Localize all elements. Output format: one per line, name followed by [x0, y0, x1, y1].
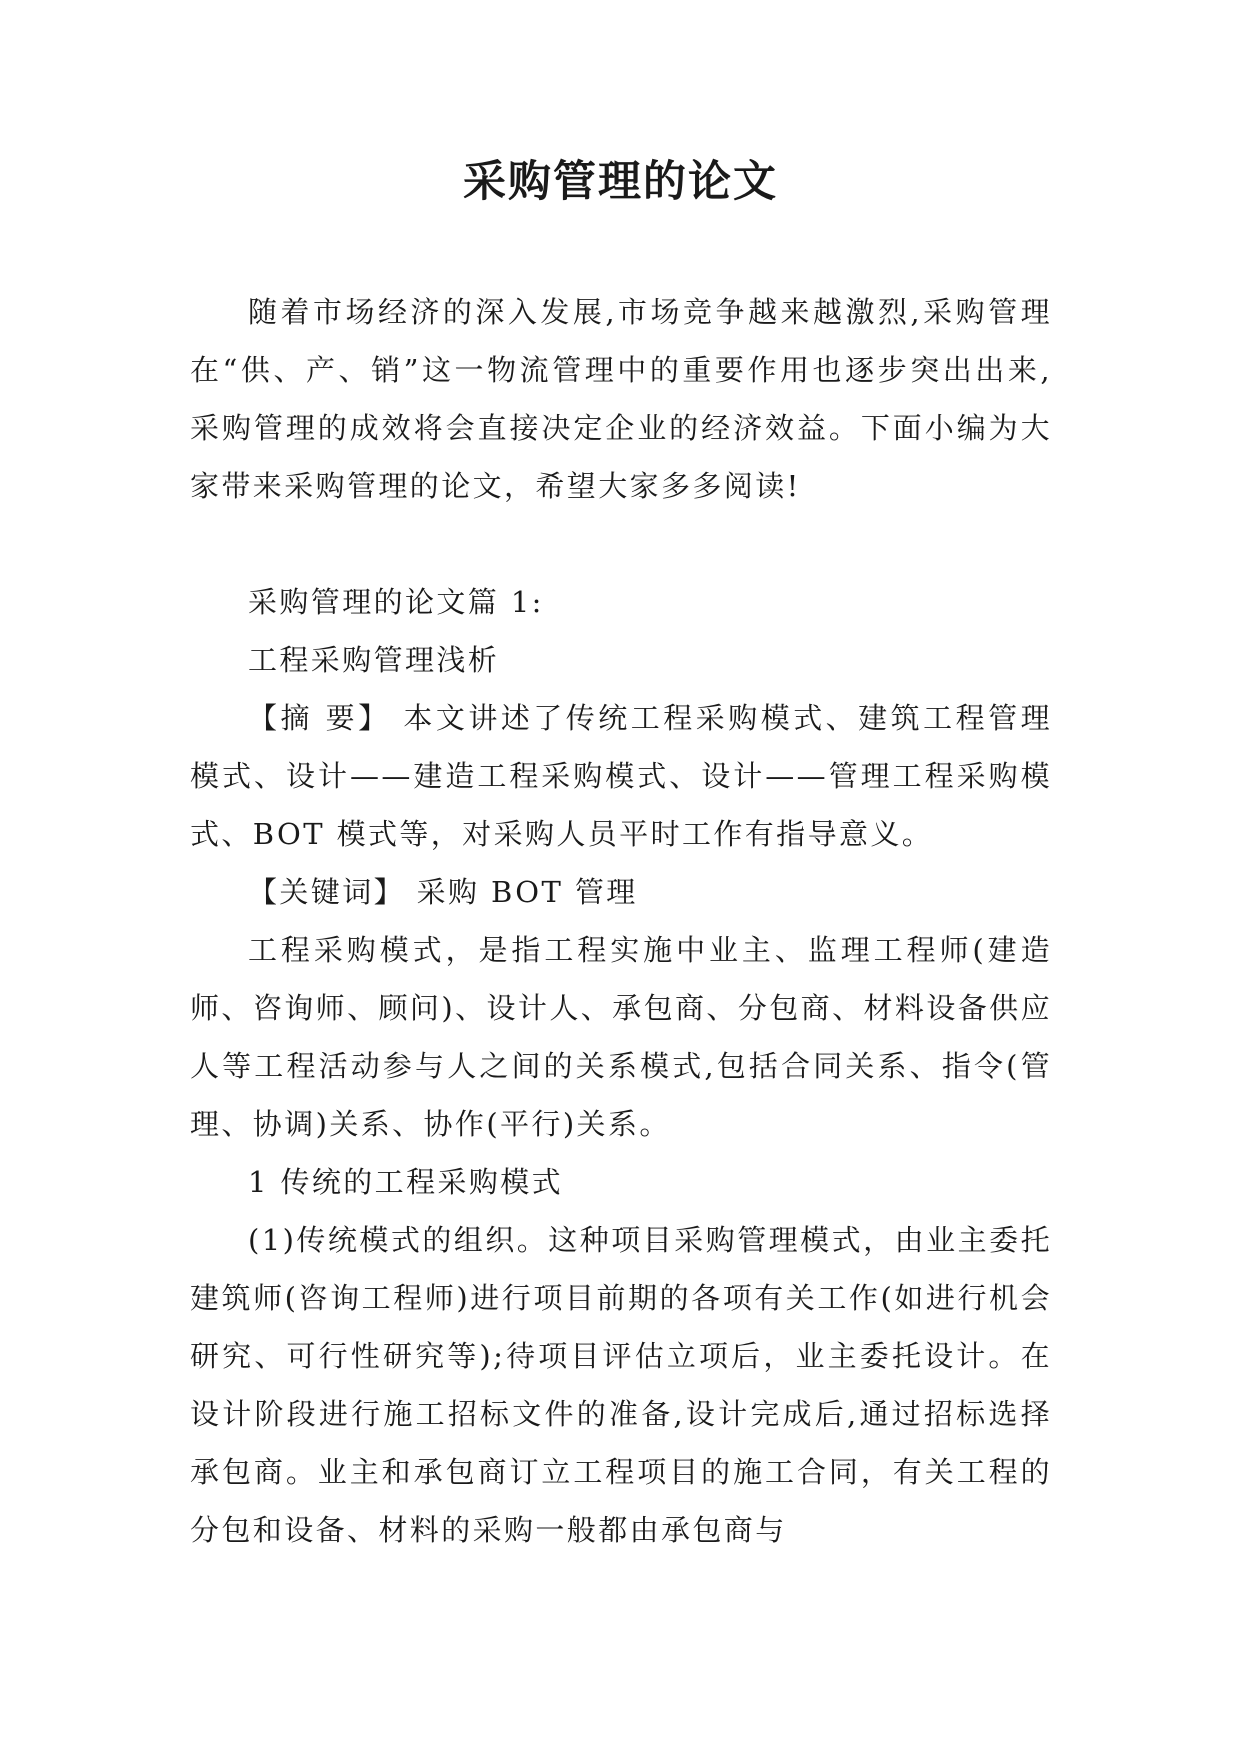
document-body [190, 283, 1052, 1559]
document-title: 采购管理的论文 [463, 157, 778, 207]
abstract-paragraph: 【摘 要】 本文讲述了传统工程采购模式、建筑工程管理模式、设计——建造工程采购模式、设计——管理工程采购模式、BOT 模式等，对采购人员平时工作有指导意义。 [190, 701, 1052, 851]
body-paragraph: (1)传统模式的组织。这种项目采购管理模式，由业主委托建筑师(咨询工程师)进行项目前期的各项有关工作(如进行机会研究、可行性研究等);待项目评估立项后，业主委托设计。在设计阶段进行施工招标文件的准备,设计完成后,通过招标选择承包商。业主和承包商订立工程项目的施工合同，有关工程的分包和设备、材料的采购一般都由承包商与 [190, 1223, 1052, 1547]
intro-paragraph: 随着市场经济的深入发展,市场竞争越来越激烈,采购管理在“供、产、销”这一物流管理中的重要作用也逐步突出出来,采购管理的成效将会直接决定企业的经济效益。下面小编为大家带来采购管理的论文，希望大家多多阅读! [190, 295, 1052, 503]
section-heading: 采购管理的论文篇 1: [248, 585, 544, 619]
body-paragraph: 工程采购模式，是指工程实施中业主、监理工程师(建造师、咨询师、顾问)、设计人、承包商、分包商、材料设备供应人等工程活动参与人之间的关系模式,包括合同关系、指令(管理、协调)关系、协作(平行)关系。 [190, 933, 1052, 1141]
paragraph-gap [190, 515, 1052, 573]
subsection-heading: 1 传统的工程采购模式 [248, 1165, 564, 1199]
article-title: 工程采购管理浅析 [248, 643, 500, 677]
keywords-line: 【关键词】 采购 BOT 管理 [248, 875, 638, 909]
